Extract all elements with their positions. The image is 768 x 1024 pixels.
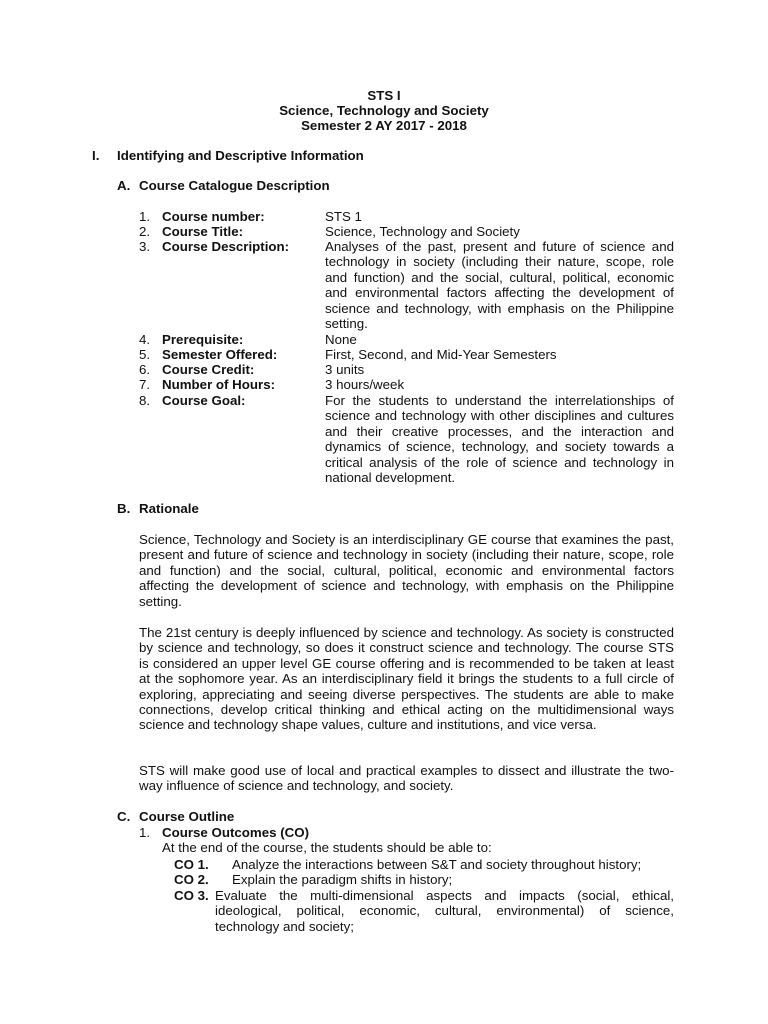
item-label: Prerequisite:	[162, 332, 244, 347]
item-label: Semester Offered:	[162, 347, 278, 362]
item-number: 6.	[139, 362, 151, 377]
item-number: 4.	[139, 332, 151, 347]
rationale-paragraph: The 21st century is deeply influenced by science and technology. As society is constructed by science and technology, so does it construct science and technology. The course STS is considered an upper level GE course offering and is recommended to be taken at least at the sophomore year. As an interdisciplinary field it brings the students to a full circle of exploring, appreciating and seeing diverse perspectives. The students are able to make connections, develop critical thinking and ethical acting on the multidimensional ways science and technology shape values, culture and institutions, and vice versa.	[139, 625, 674, 733]
rationale-paragraph: STS will make good use of local and practical examples to dissect and illustrate the two-way influence of science and technology, and society.	[139, 763, 674, 794]
catalogue-item	[139, 377, 679, 392]
section-c-title: Course Outline	[139, 809, 235, 824]
item-value: Analyses of the past, present and future of science and technology in society (including their nature, scope, role and function) and the social, cultural, political, economic and environmental factors affecting the development of science and technology, with emphasis on the Philippine setting.	[325, 239, 674, 332]
semester-heading: Semester 2 AY 2017 - 2018	[301, 118, 467, 133]
item-label: Course Credit:	[162, 362, 255, 377]
item-number: 7.	[139, 377, 151, 392]
outcome-label: CO 2.	[174, 872, 209, 887]
catalogue-item	[139, 362, 679, 377]
item-label: Course Description:	[162, 239, 290, 254]
item-value: 3 hours/week	[325, 377, 405, 392]
catalogue-item	[139, 239, 679, 332]
item-number: 1.	[139, 209, 151, 224]
catalogue-item	[139, 332, 679, 347]
item-value: For the students to understand the interrelationships of science and technology with other disciplines and cultures and their creative processes, and the interaction and dynamics of science, technology, and society towards a critical analysis of the role of science and technology in national development.	[325, 393, 674, 486]
section-c-letter: C.	[117, 809, 131, 824]
outcome-label: CO 1.	[174, 857, 209, 872]
outcome-text: Evaluate the multi-dimensional aspects and impacts (social, ethical, ideological, political, economic, cultural, environmental) of science, technology and society;	[215, 888, 674, 934]
section-1-title: Identifying and Descriptive Information	[117, 148, 364, 163]
section-1-number: I.	[92, 148, 100, 163]
item-value: None	[325, 332, 357, 347]
item-value: First, Second, and Mid-Year Semesters	[325, 347, 557, 362]
course-code: STS I	[367, 88, 401, 103]
course-title-heading: Science, Technology and Society	[279, 103, 489, 118]
subsection-number: 1.	[139, 825, 151, 840]
catalogue-item	[139, 393, 679, 486]
catalogue-item	[139, 347, 679, 362]
item-number: 8.	[139, 393, 151, 408]
item-label: Number of Hours:	[162, 377, 276, 392]
section-a-letter: A.	[117, 178, 131, 193]
item-label: Course Goal:	[162, 393, 246, 408]
catalogue-item	[139, 224, 679, 239]
outcome-label: CO 3.	[174, 888, 209, 903]
item-value: 3 units	[325, 362, 365, 377]
item-value: STS 1	[325, 209, 362, 224]
catalogue-item	[139, 209, 679, 224]
subsection-title: Course Outcomes (CO)	[162, 825, 310, 840]
item-number: 2.	[139, 224, 151, 239]
section-b-title: Rationale	[139, 501, 199, 516]
item-label: Course Title:	[162, 224, 244, 239]
item-label: Course number:	[162, 209, 265, 224]
outcome-text: Explain the paradigm shifts in history;	[232, 872, 453, 887]
section-a-title: Course Catalogue Description	[139, 178, 330, 193]
outcomes-intro: At the end of the course, the students should be able to:	[162, 840, 492, 855]
item-number: 3.	[139, 239, 151, 254]
section-b-letter: B.	[117, 501, 131, 516]
item-number: 5.	[139, 347, 151, 362]
rationale-paragraph: Science, Technology and Society is an interdisciplinary GE course that examines the past, present and future of science and technology in society (including their nature, scope, role and function) and the social, cultural, political, economic and environmental factors affecting the development of science and technology, with emphasis on the Philippine setting.	[139, 532, 674, 609]
item-value: Science, Technology and Society	[325, 224, 520, 239]
outcome-text: Analyze the interactions between S&T and society throughout history;	[232, 857, 642, 872]
